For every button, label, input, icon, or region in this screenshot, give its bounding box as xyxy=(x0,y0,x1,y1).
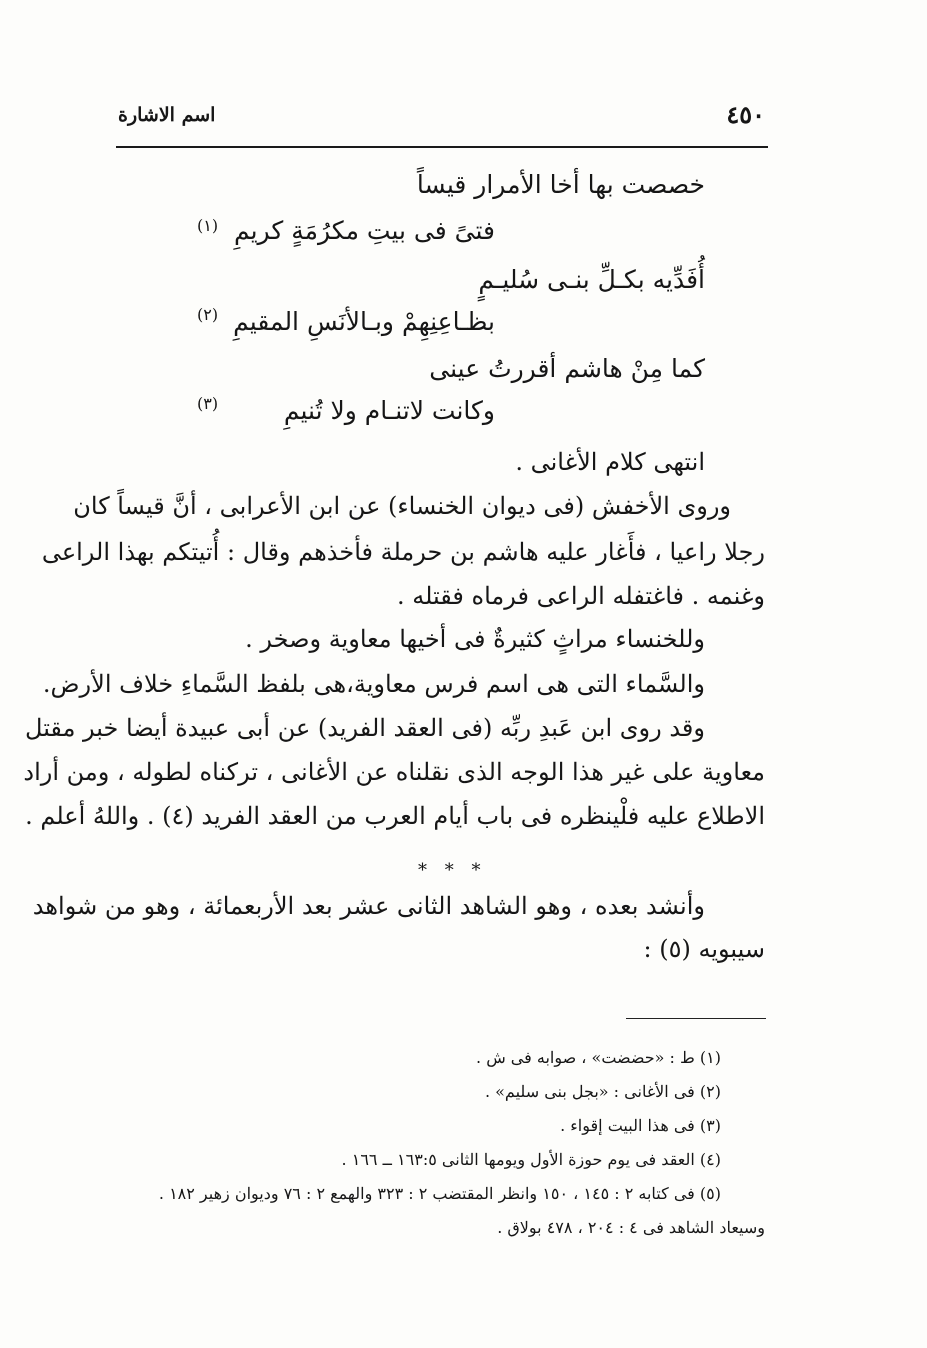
running-header-title: اسم الاشارة xyxy=(118,104,216,126)
footnote: (٥) فى كتابه ٢ : ١٤٥ ، ١٥٠ وانظر المقتضب ٢ : ٣٢٣ والهمع ٢ : ٧٦ وديوان زهير ١٨٢ . xyxy=(158,1184,721,1203)
footnote: (٢) فى الأغانى : «بجل بنى سليم» . xyxy=(484,1082,721,1101)
footnote-divider xyxy=(626,1018,766,1019)
page-number: ٤٥٠ xyxy=(726,100,765,129)
footnote-ref: (٣) xyxy=(197,394,219,413)
body-line: سيبويه (٥) : xyxy=(643,935,765,963)
poem-line: أُفَدِّيه بكـلِّ بنـى سُليـمٍ xyxy=(478,265,705,294)
poem-line: وكانت لاتنـام ولا تُنيمِ xyxy=(283,396,495,425)
footnote: (٣) فى هذا البيت إقواء . xyxy=(560,1116,721,1135)
body-line: وغنمه . فاغتفله الراعى فرماه فقتله . xyxy=(396,582,765,610)
body-line: والسَّماء التى هى اسم فرس معاوية،هى بلفظ السَّماءِ خلاف الأرض. xyxy=(42,670,705,698)
body-line: انتهى كلام الأغانى . xyxy=(515,448,705,476)
body-line: وأنشد بعده ، وهو الشاهد الثانى عشر بعد الأربعمائة ، وهو من شواهد xyxy=(32,892,705,920)
header-divider xyxy=(116,146,768,148)
poem-line: بظـاعِنِهِمْ وبـالأنَسِ المقيمِ xyxy=(233,307,495,336)
footnote-ref: (٢) xyxy=(197,305,219,324)
body-line: رجلا راعيا ، فأَغار عليه هاشم بن حرملة فأخذهم وقال : أُتيتكم بهذا الراعى xyxy=(41,538,765,566)
body-line: الاطلاع عليه فلْينظره فى باب أيام العرب من العقد الفريد (٤) . واللهُ أعلم . xyxy=(25,802,765,830)
body-line: معاوية على غير هذا الوجه الذى نقلناه عن الأغانى ، تركناه لطوله ، ومن أراد xyxy=(23,758,765,786)
body-line: وروى الأخفش (فى ديوان الخنساء) عن ابن الأعرابى ، أنَّ قيساً كان xyxy=(73,492,731,520)
footnote: (٤) العقد فى يوم حوزة الأول ويومها الثانى ١٦٣:٥ ــ ١٦٦ . xyxy=(341,1150,721,1169)
footnote: وسيعاد الشاهد فى ٤ : ٢٠٤ ، ٤٧٨ بولاق . xyxy=(497,1218,765,1237)
footnote: (١) ط : «حضضت» ، صوابه فى ش . xyxy=(476,1048,721,1067)
body-line: وللخنساء مراثٍ كثيرةٌ فى أخيها معاوية وصخر . xyxy=(245,625,705,653)
footnote-ref: (١) xyxy=(197,216,219,235)
poem-line: فتىً فى بيتِ مكرُمَةٍ كريمِ xyxy=(233,216,495,245)
body-line: وقد روى ابن عَبدِ ربِّه (فى العقد الفريد) عن أبى عبيدة أيضا خبر مقتل xyxy=(25,714,705,742)
section-separator: * * * xyxy=(418,860,487,881)
poem-line: كما مِنْ هاشم أقررتُ عينى xyxy=(429,354,705,383)
poem-line: خصصت بها أخا الأمرار قيساً xyxy=(416,170,705,199)
